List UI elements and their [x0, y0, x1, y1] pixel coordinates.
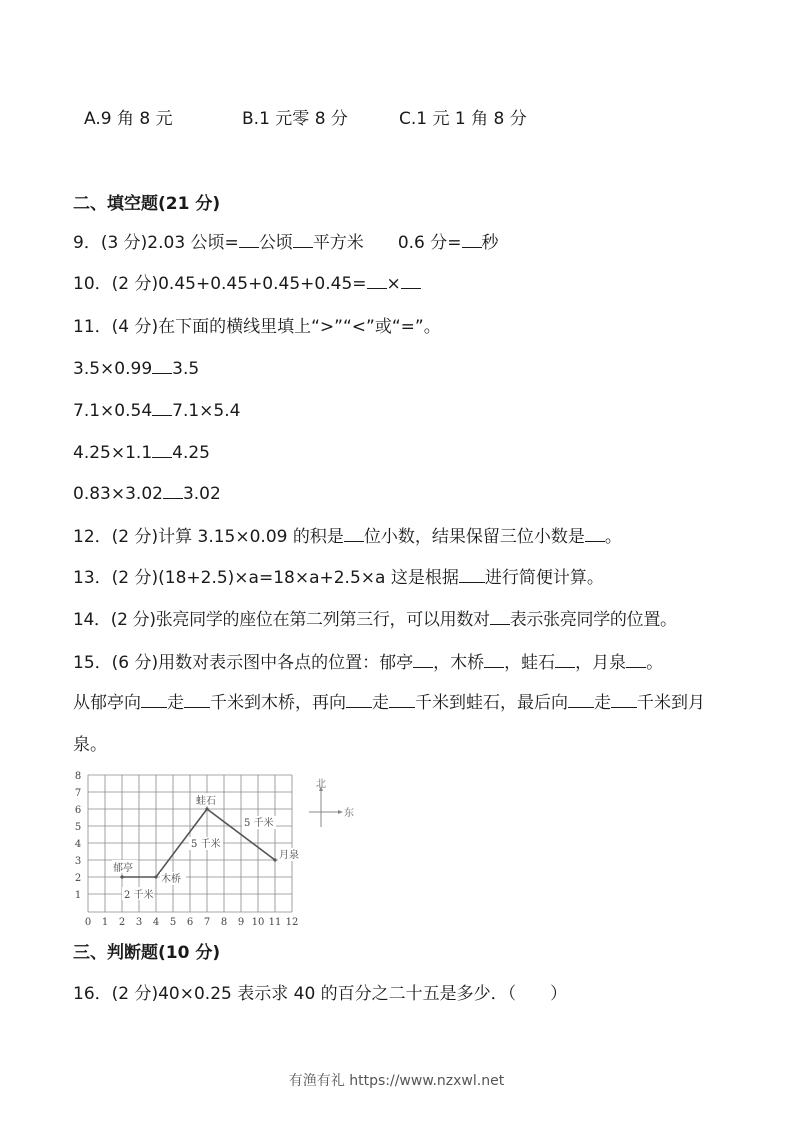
svg-text:1: 1: [74, 890, 82, 901]
question-12: [73, 525, 622, 549]
q15-text: 15．(6 分)用数对表示图中各点的位置：郁亭: [73, 653, 414, 673]
svg-text:12: 12: [285, 917, 299, 928]
q11-item-3: [73, 441, 210, 465]
question-15: [73, 651, 663, 675]
answer-blank[interactable]: [585, 525, 605, 542]
answer-blank[interactable]: [490, 608, 510, 625]
option-b: B.1 元零 8 分: [242, 109, 348, 129]
answer-blank[interactable]: [163, 482, 183, 499]
answer-blank[interactable]: [401, 272, 421, 289]
svg-text:东: 东: [344, 808, 354, 819]
svg-text:郁亭: 郁亭: [113, 863, 133, 874]
q11-item-4: [73, 482, 221, 506]
q12-text-1: 12．(2 分)计算 3.15×0.09 的积是: [73, 527, 344, 547]
svg-text:蛙石: 蛙石: [196, 796, 216, 807]
q15-text: ，月泉: [575, 653, 627, 673]
svg-text:5: 5: [74, 822, 82, 833]
q14-text-1: 14．(2 分)张亮同学的座位在第二列第三行，可以用数对: [73, 610, 490, 630]
svg-text:3: 3: [74, 856, 82, 867]
svg-text:11: 11: [268, 917, 282, 928]
q15-text: 走: [372, 693, 389, 713]
svg-text:8: 8: [220, 917, 228, 928]
answer-blank[interactable]: [152, 441, 172, 458]
svg-text:4: 4: [152, 917, 160, 928]
q9-text-2: 公顷: [258, 233, 293, 253]
answer-blank[interactable]: [555, 651, 575, 668]
answer-blank[interactable]: [239, 231, 259, 248]
q13-text-1: 13．(2 分)(18+2.5)×a=18×a+2.5×a 这是根据: [73, 568, 459, 588]
q10-times: ×: [386, 274, 401, 294]
svg-text:7: 7: [203, 917, 211, 928]
svg-text:2: 2: [118, 917, 126, 928]
q11-left: 3.5×0.99: [73, 359, 153, 379]
q15-text: 千米到木桥，再向: [210, 693, 346, 713]
answer-blank[interactable]: [293, 231, 313, 248]
question-10: [73, 272, 421, 296]
q15-text: ，木桥: [433, 653, 485, 673]
option-a: A.9 角 8 元: [84, 109, 173, 129]
question-16: 16．(2 分)40×0.25 表示求 40 的百分之二十五是多少．（ ）: [73, 984, 568, 1004]
question-15-line2: [73, 691, 705, 715]
answer-blank[interactable]: [344, 525, 364, 542]
q11-item-2: [73, 399, 240, 423]
q11-left: 0.83×3.02: [73, 484, 163, 504]
q15-text: 。: [646, 653, 664, 673]
coordinate-grid-figure: [66, 765, 366, 930]
answer-blank[interactable]: [462, 231, 482, 248]
answer-blank[interactable]: [568, 691, 594, 708]
svg-text:4: 4: [74, 839, 82, 850]
question-14: [73, 608, 677, 632]
answer-blank[interactable]: [484, 651, 504, 668]
answer-blank[interactable]: [152, 399, 172, 416]
question-11-stem: 11．(4 分)在下面的横线里填上“>”“<”或“=”。: [73, 317, 441, 337]
svg-text:2 千米: 2 千米: [124, 890, 154, 901]
q10-text-1: 10．(2 分)0.45+0.45+0.45+0.45=: [73, 274, 367, 294]
q9-text-3: 平方米: [312, 233, 364, 253]
q15-text: 走: [167, 693, 184, 713]
answer-blank[interactable]: [346, 691, 372, 708]
q12-text-2: 位小数，结果保留三位小数是: [363, 527, 585, 547]
question-13: [73, 566, 604, 590]
q15-text: 千米到月: [637, 693, 705, 713]
answer-blank[interactable]: [611, 691, 637, 708]
compass-icon: [309, 778, 354, 827]
section-title-fill-blank: 二、填空题(21 分): [73, 194, 221, 214]
svg-text:5: 5: [169, 917, 177, 928]
q11-right: 3.5: [172, 359, 200, 379]
q9-text-1: 9．(3 分)2.03 公顷=: [73, 233, 239, 253]
svg-text:9: 9: [237, 917, 245, 928]
q15-text: 从郁亭向: [73, 693, 141, 713]
svg-text:7: 7: [74, 788, 82, 799]
svg-text:6: 6: [186, 917, 194, 928]
q12-text-3: 。: [604, 527, 622, 547]
q11-left: 4.25×1.1: [73, 443, 153, 463]
question-15-line3: 泉。: [73, 735, 107, 755]
q13-text-2: 进行简便计算。: [484, 568, 604, 588]
answer-blank[interactable]: [459, 566, 485, 583]
q11-right: 7.1×5.4: [172, 401, 241, 421]
q11-left: 7.1×0.54: [73, 401, 153, 421]
q9-text-5: 秒: [481, 233, 499, 253]
svg-text:10: 10: [251, 917, 265, 928]
section-title-true-false: 三、判断题(10 分): [73, 943, 221, 963]
q11-right: 3.02: [182, 484, 221, 504]
svg-text:北: 北: [316, 779, 326, 790]
svg-text:5 千米: 5 千米: [244, 818, 274, 829]
svg-text:8: 8: [74, 771, 82, 782]
footer-watermark: 有渔有礼 https://www.nzxwl.net: [288, 1073, 505, 1089]
q11-item-1: [73, 357, 199, 381]
svg-text:6: 6: [74, 805, 82, 816]
q9-text-4: 0.6 分=: [397, 233, 462, 253]
svg-text:5 千米: 5 千米: [191, 839, 221, 850]
svg-text:月泉: 月泉: [279, 850, 299, 861]
answer-blank[interactable]: [367, 272, 387, 289]
svg-text:0: 0: [84, 917, 92, 928]
option-c: C.1 元 1 角 8 分: [399, 109, 527, 129]
svg-text:2: 2: [74, 873, 82, 884]
answer-blank[interactable]: [141, 691, 167, 708]
answer-blank[interactable]: [184, 691, 210, 708]
svg-text:3: 3: [135, 917, 143, 928]
answer-blank[interactable]: [389, 691, 415, 708]
answer-blank[interactable]: [413, 651, 433, 668]
q15-text: ，蛙石: [504, 653, 556, 673]
q15-text: 千米到蛙石，最后向: [415, 693, 568, 713]
q15-text: 走: [594, 693, 611, 713]
q11-right: 4.25: [172, 443, 210, 463]
question-9: [73, 231, 499, 255]
q14-text-2: 表示张亮同学的位置。: [509, 610, 677, 630]
svg-text:木桥: 木桥: [161, 874, 181, 885]
answer-blank[interactable]: [152, 357, 172, 374]
answer-blank[interactable]: [626, 651, 646, 668]
svg-text:1: 1: [101, 917, 109, 928]
